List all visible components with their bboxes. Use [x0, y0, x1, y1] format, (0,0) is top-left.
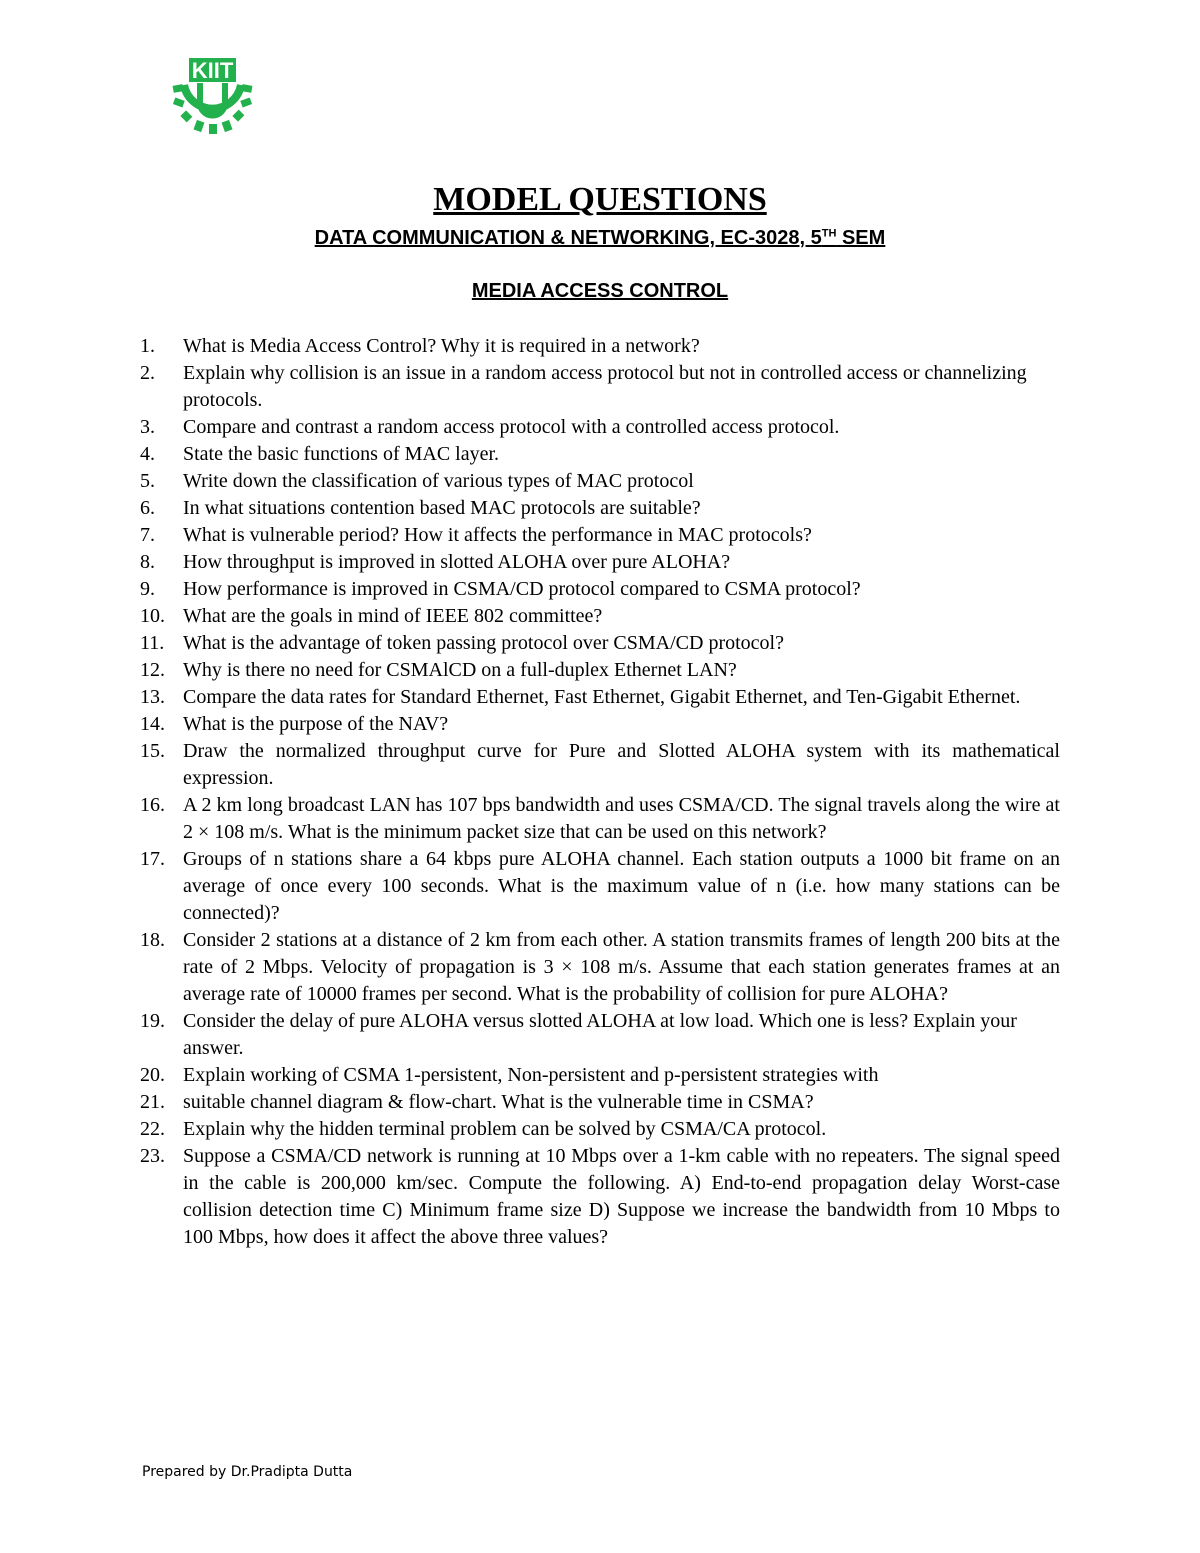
question-number: 9.	[140, 578, 155, 600]
question-number: 10.	[140, 605, 165, 627]
question-text: Groups of n stations share a 64 kbps pure ALOHA channel. Each station outputs a 1000 bit frame on an average of once every 100 seconds. What is the maximum value of n (i.e. how many stations can be connected)?	[183, 848, 1060, 924]
question-item	[0, 333, 1060, 360]
question-text: What is Media Access Control? Why it is required in a network?	[183, 335, 700, 357]
footer-credit: Prepared by Dr.Pradipta Dutta	[142, 1464, 353, 1480]
question-number: 15.	[140, 740, 165, 762]
question-item	[0, 1116, 1060, 1143]
question-number: 1.	[140, 335, 155, 357]
question-number: 14.	[140, 713, 165, 735]
course-subtitle-end: SEM	[836, 227, 886, 249]
question-item	[0, 360, 1060, 414]
question-item	[0, 1008, 1060, 1062]
question-text: Consider the delay of pure ALOHA versus slotted ALOHA at low load. Which one is less? Explain your answer.	[183, 1010, 1017, 1059]
question-number: 23.	[140, 1145, 165, 1167]
question-item	[0, 792, 1060, 846]
question-number: 12.	[140, 659, 165, 681]
kiit-logo	[170, 55, 255, 135]
question-number: 6.	[140, 497, 155, 519]
question-text: suitable channel diagram & flow-chart. What is the vulnerable time in CSMA?	[183, 1091, 814, 1113]
question-item	[0, 927, 1060, 1008]
question-text: What are the goals in mind of IEEE 802 committee?	[183, 605, 603, 627]
question-text: In what situations contention based MAC protocols are suitable?	[183, 497, 701, 519]
question-number: 16.	[140, 794, 165, 816]
question-item	[0, 522, 1060, 549]
question-text: Compare and contrast a random access protocol with a controlled access protocol.	[183, 416, 840, 438]
question-number: 20.	[140, 1064, 165, 1086]
question-text: How throughput is improved in slotted ALOHA over pure ALOHA?	[183, 551, 731, 573]
question-item	[0, 1062, 1060, 1089]
question-number: 13.	[140, 686, 165, 708]
question-number: 4.	[140, 443, 155, 465]
kiit-logo-icon	[170, 55, 255, 135]
question-item	[0, 495, 1060, 522]
question-number: 19.	[140, 1010, 165, 1032]
question-text: Draw the normalized throughput curve for Pure and Slotted ALOHA system with its mathematical expression.	[183, 740, 1060, 789]
question-item	[0, 576, 1060, 603]
question-text: Suppose a CSMA/CD network is running at 10 Mbps over a 1-km cable with no repeaters. The signal speed in the cable is 200,000 km/sec. Compute the following. A) End-to-end propagation delay Worst-case collision detection time C) Minimum frame size D) Suppose we increase the bandwidth from 10 Mbps to 100 Mbps, how does it affect the above three values?	[183, 1145, 1060, 1248]
question-number: 8.	[140, 551, 155, 573]
question-item	[0, 468, 1060, 495]
course-subtitle	[0, 227, 1200, 250]
section-heading: MEDIA ACCESS CONTROL	[471, 280, 729, 302]
question-item	[0, 684, 1060, 711]
question-number: 21.	[140, 1091, 165, 1113]
question-item	[0, 441, 1060, 468]
course-subtitle-main: DATA COMMUNICATION & NETWORKING, EC-3028, 5	[314, 227, 822, 249]
question-text: Write down the classification of various types of MAC protocol	[183, 470, 694, 492]
question-text: Explain why the hidden terminal problem can be solved by CSMA/CA protocol.	[183, 1118, 827, 1140]
question-text: What is the purpose of the NAV?	[183, 713, 449, 735]
question-text: Why is there no need for CSMAlCD on a full-duplex Ethernet LAN?	[183, 659, 737, 681]
course-subtitle-sup: TH	[821, 227, 837, 240]
page-title: MODEL QUESTIONS	[433, 181, 767, 218]
question-text: What is vulnerable period? How it affects the performance in MAC protocols?	[183, 524, 812, 546]
question-text: Explain why collision is an issue in a random access protocol but not in controlled access or channelizing protocols.	[183, 362, 1027, 411]
question-number: 3.	[140, 416, 155, 438]
question-text: Compare the data rates for Standard Ethernet, Fast Ethernet, Gigabit Ethernet, and Ten-Gigabit Ethernet.	[183, 686, 1021, 708]
question-item	[0, 846, 1060, 927]
logo-text: KIIT	[191, 58, 234, 83]
question-text: How performance is improved in CSMA/CD protocol compared to CSMA protocol?	[183, 578, 861, 600]
question-item	[0, 738, 1060, 792]
question-text: A 2 km long broadcast LAN has 107 bps bandwidth and uses CSMA/CD. The signal travels along the wire at 2 × 108 m/s. What is the minimum packet size that can be used on this network?	[183, 794, 1060, 843]
question-number: 11.	[140, 632, 165, 654]
question-item	[0, 549, 1060, 576]
question-number: 2.	[140, 362, 155, 384]
question-item	[0, 1089, 1060, 1116]
question-text: Consider 2 stations at a distance of 2 km from each other. A station transmits frames of length 200 bits at the rate of 2 Mbps. Velocity of propagation is 3 × 108 m/s. Assume that each station generates frames at an average rate of 10000 frames per second. What is the probability of collision for pure ALOHA?	[183, 929, 1060, 1005]
question-list	[0, 333, 1200, 1251]
question-item	[0, 603, 1060, 630]
question-number: 17.	[140, 848, 165, 870]
question-item	[0, 1143, 1060, 1251]
question-text: State the basic functions of MAC layer.	[183, 443, 500, 465]
question-number: 5.	[140, 470, 155, 492]
question-item	[0, 711, 1060, 738]
question-item	[0, 630, 1060, 657]
question-number: 18.	[140, 929, 165, 951]
question-text: What is the advantage of token passing protocol over CSMA/CD protocol?	[183, 632, 784, 654]
question-item	[0, 657, 1060, 684]
question-number: 7.	[140, 524, 155, 546]
question-text: Explain working of CSMA 1-persistent, Non-persistent and p-persistent strategies with	[183, 1064, 879, 1086]
question-number: 22.	[140, 1118, 165, 1140]
question-item	[0, 414, 1060, 441]
